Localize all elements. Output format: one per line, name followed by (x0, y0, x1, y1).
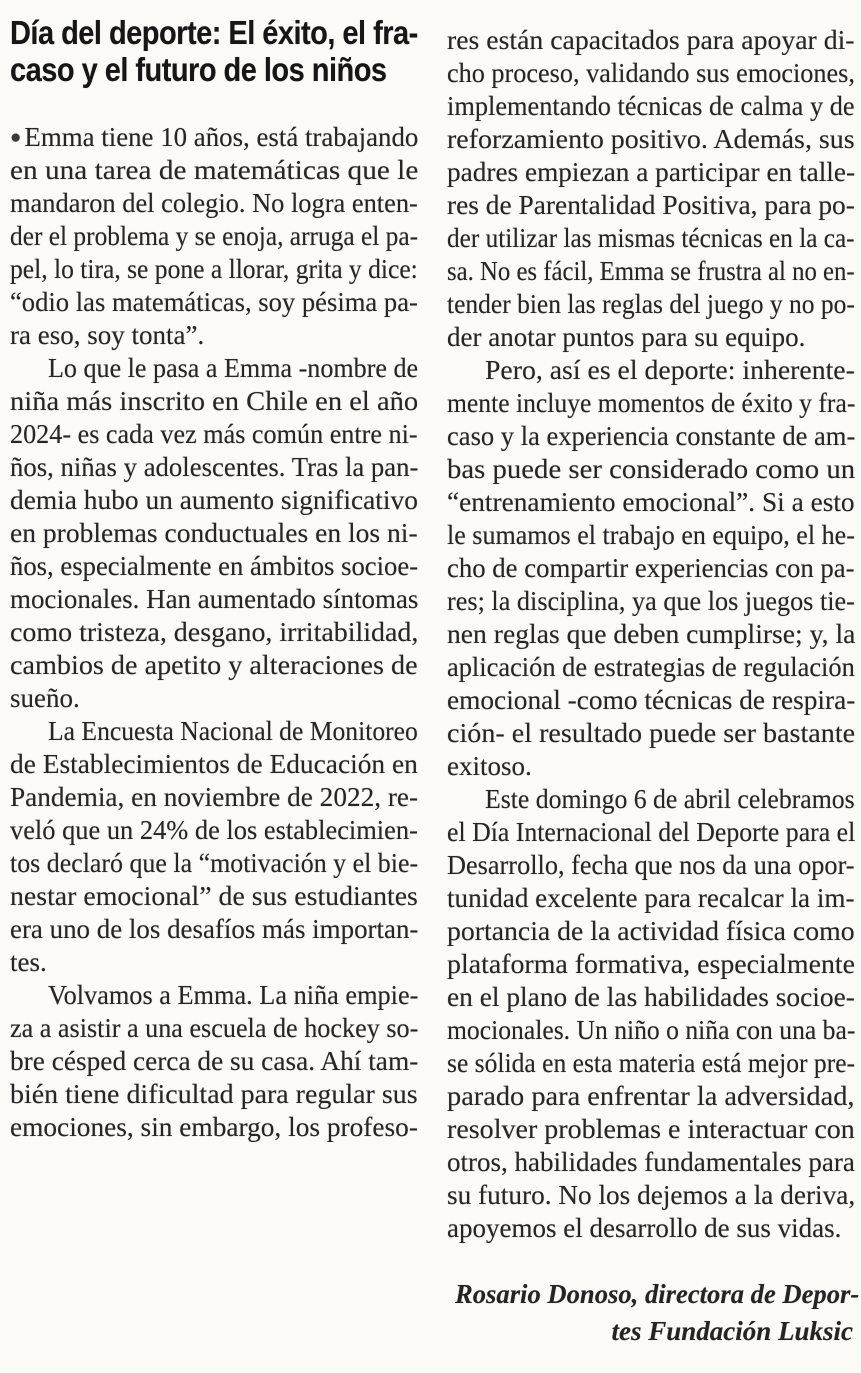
text-line: le sumamos el trabajo en equipo, el he- (447, 520, 855, 550)
text-line: como tristeza, desgano, irritabilidad, (10, 617, 419, 647)
text-line: Lo que le pasa a Emma -nombre de (48, 353, 419, 383)
left-column-text (10, 121, 418, 1144)
text-line: Pandemia, en noviembre de 2022, re- (10, 782, 419, 812)
text-line: der utilizar las mismas técnicas en la ca- (447, 223, 855, 253)
text-line: tender bien las reglas del juego y no po- (447, 289, 855, 319)
right-column-text (447, 24, 855, 1245)
text-line: tos declaró que la “motivación y el bie- (10, 848, 419, 878)
text-line: ños, especialmente en ámbitos socioe- (10, 551, 419, 581)
text-line: padres empiezan a participar en talle- (447, 157, 856, 187)
text-line: Pero, así es el deporte: inherente- (485, 355, 855, 385)
text-line: 2024- es cada vez más común entre ni- (10, 419, 418, 449)
text-line: nestar emocional” de sus estudiantes (10, 881, 418, 911)
text-line: Desarrollo, fecha que nos da una opor- (447, 850, 855, 880)
byline-line: Rosario Donoso, directora de Depor- (455, 1279, 860, 1309)
text-line: bién tiene dificultad para regular sus (10, 1079, 418, 1109)
text-line: exitoso. (447, 751, 532, 781)
text-line: demia hubo un aumento significativo (10, 485, 418, 515)
text-line: res están capacitados para apoyar di- (447, 25, 855, 55)
text-line: resolver problemas e interactuar con (447, 1114, 855, 1144)
text-line: mocionales. Han aumentado síntomas (10, 584, 419, 614)
text-line: su futuro. No los dejemos a la deriva, (447, 1180, 856, 1210)
byline (449, 1276, 860, 1350)
text-line: era uno de los desafíos más importan- (10, 914, 419, 944)
text-line: Este domingo 6 de abril celebramos (485, 784, 855, 814)
text-line: mocionales. Un niño o niña con una ba- (447, 1015, 856, 1045)
text-line: apoyemos el desarrollo de sus vidas. (447, 1213, 842, 1243)
text-line: en una tarea de matemáticas que le (10, 155, 419, 185)
text-line: de Establecimientos de Educación en (10, 749, 418, 779)
text-line: tes. (10, 947, 47, 977)
text-line: sa. No es fácil, Emma se frustra al no en- (447, 256, 855, 286)
text-line: res; la disciplina, ya que los juegos tie- (447, 586, 855, 616)
headline-line: caso y el futuro de los niños (10, 51, 387, 88)
text-line: tunidad excelente para recalcar la im- (447, 883, 855, 913)
text-line: portancia de la actividad física como (447, 916, 855, 946)
text-line: res de Parentalidad Positiva, para po- (447, 190, 855, 220)
text-line: bre césped cerca de su casa. Ahí tam- (10, 1046, 419, 1076)
text-line: en problemas conductuales en los ni- (10, 518, 418, 548)
text-line: der anotar puntos para su equipo. (447, 322, 806, 352)
byline-line: tes Fundación Luksic (611, 1316, 853, 1346)
text-line: mente incluye momentos de éxito y fra- (447, 388, 856, 418)
text-line: aplicación de estrategias de regulación (447, 652, 855, 682)
text-line: parado para enfrentar la adversidad, (447, 1081, 855, 1111)
text-line: caso y la experiencia constante de am- (447, 421, 856, 451)
text-line: Volvamos a Emma. La niña empie- (48, 980, 419, 1010)
text-line: mandaron del colegio. No logra enten- (10, 188, 418, 218)
text-line: ● Emma tiene 10 años, está trabajando (10, 122, 419, 152)
text-line: La Encuesta Nacional de Monitoreo (48, 716, 418, 746)
text-line: emocional -como técnicas de respira- (447, 685, 856, 715)
text-line: ra eso, soy tonta”. (10, 320, 205, 350)
text-line: ños, niñas y adolescentes. Tras la pan- (10, 452, 419, 482)
article-headline (10, 14, 418, 88)
text-line: en el plano de las habilidades socioe- (447, 982, 855, 1012)
text-line: nen reglas que deben cumplirse; y, la (447, 619, 856, 649)
text-line: implementando técnicas de calma y de (447, 91, 855, 121)
text-line: se sólida en esta materia está mejor pre- (447, 1048, 856, 1078)
text-line: cambios de apetito y alteraciones de (10, 650, 418, 680)
text-line: bas puede ser considerado como un (447, 454, 856, 484)
text-line: ción- el resultado puede ser bastante (447, 718, 856, 748)
text-line: el Día Internacional del Deporte para el (447, 817, 856, 847)
paragraph-bullet-icon: ● (10, 127, 22, 148)
text-line: plataforma formativa, especialmente (447, 949, 856, 979)
headline-line: Día del deporte: El éxito, el fra- (10, 14, 418, 51)
text-line: cho de compartir experiencias con pa- (447, 553, 855, 583)
text-line: “entrenamiento emocional”. Si a esto (447, 487, 855, 517)
text-line: pel, lo tira, se pone a llorar, grita y dice: (10, 254, 418, 284)
text-line: veló que un 24% de los establecimien- (10, 815, 418, 845)
text-line: “odio las matemáticas, soy pésima pa- (10, 287, 418, 317)
text-line: der el problema y se enoja, arruga el pa- (10, 221, 419, 251)
text-line: sueño. (10, 683, 80, 713)
text-line: niña más inscrito en Chile en el año (10, 386, 419, 416)
text-line: cho proceso, validando sus emociones, (447, 58, 855, 88)
text-line: reforzamiento positivo. Además, sus (447, 124, 855, 154)
text-line: emociones, sin embargo, los profeso- (10, 1112, 418, 1142)
text-line: otros, habilidades fundamentales para (447, 1147, 855, 1177)
text-line: za a asistir a una escuela de hockey so- (10, 1013, 419, 1043)
